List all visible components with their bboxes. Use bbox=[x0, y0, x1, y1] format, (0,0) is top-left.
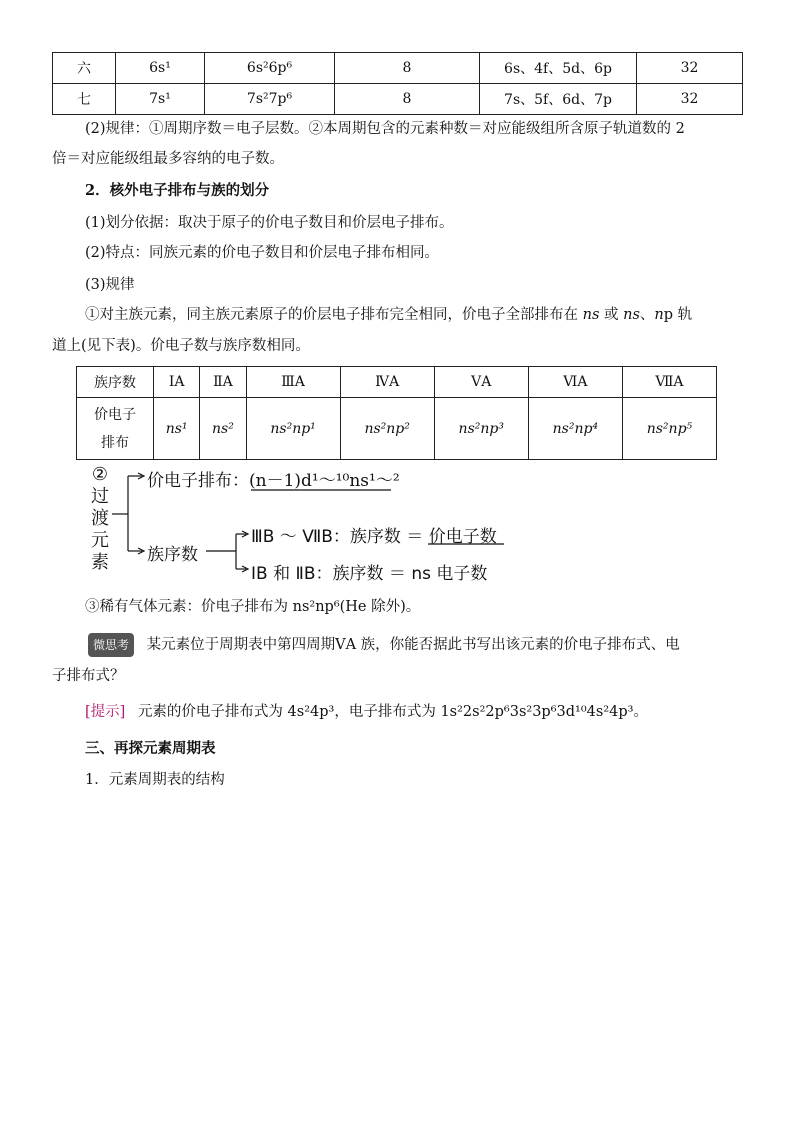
row-label-1: 价电子 bbox=[94, 406, 136, 423]
period-table bbox=[52, 52, 743, 115]
transition-diagram bbox=[86, 464, 526, 586]
circle-number: ② bbox=[91, 464, 109, 485]
cell-first: 7s¹ bbox=[116, 84, 205, 115]
label-char: 渡 bbox=[91, 508, 109, 529]
feature-text: (2)特点：同族元素的价电子数目和价层电子排布相同。 bbox=[85, 245, 440, 261]
hint-text: 元素的价电子排布式为 4s²4p³，电子排布式为 1s²2s²2p⁶3s²3p⁶3d¹⁰4s²4p³。 bbox=[137, 704, 648, 720]
config-cell: ns²np¹ bbox=[246, 398, 340, 460]
table-row bbox=[53, 53, 743, 84]
row-label bbox=[77, 398, 154, 460]
text: ns bbox=[582, 307, 600, 323]
group-header: ⅢA bbox=[246, 367, 340, 398]
config-cell: ns² bbox=[200, 398, 246, 460]
cell-elements: 32 bbox=[637, 84, 743, 115]
table-row bbox=[77, 367, 717, 398]
cell-group: 6s、4f、5d、6p bbox=[480, 53, 637, 84]
group-number-label: 族序数 bbox=[147, 545, 198, 565]
label-char: 素 bbox=[91, 552, 109, 573]
text: 或 bbox=[599, 307, 624, 323]
header-label: 族序数 bbox=[77, 367, 154, 398]
cell-period: 六 bbox=[53, 53, 116, 84]
config-cell: ns²np⁵ bbox=[622, 398, 716, 460]
rule2-line1: (2)规律：①周期序数＝电子层数。②本周期包含的元素种数＝对应能级组所含原子轨道数的 2 bbox=[85, 121, 685, 137]
config-cell: ns²np² bbox=[340, 398, 434, 460]
basis-text: (1)划分依据：取决于原子的价电子数目和价层电子排布。 bbox=[85, 215, 454, 231]
section3-sub: 1．元素周期表的结构 bbox=[85, 772, 225, 788]
main-group-line2: 道上(见下表)。价电子数与族序数相同。 bbox=[52, 338, 310, 354]
table-row bbox=[53, 84, 743, 115]
section2-title: 2．核外电子排布与族的划分 bbox=[85, 182, 270, 199]
group-header: ⅡA bbox=[200, 367, 246, 398]
row-label-2: 排布 bbox=[101, 434, 129, 451]
label-char: 过 bbox=[91, 486, 109, 507]
cell-elements: 32 bbox=[637, 53, 743, 84]
cell-group: 7s、5f、6d、7p bbox=[480, 84, 637, 115]
valence-label: 价电子排布： bbox=[147, 471, 249, 491]
text: p 轨 bbox=[663, 307, 693, 323]
text: n bbox=[654, 307, 664, 323]
noble-gas-text: ③稀有气体元素：价电子排布为 ns²np⁶(He 除外)。 bbox=[85, 599, 421, 615]
think-badge: 微思考 bbox=[88, 633, 134, 657]
config-cell: ns¹ bbox=[154, 398, 200, 460]
cell-first: 6s¹ bbox=[116, 53, 205, 84]
cell-count: 8 bbox=[335, 84, 480, 115]
group-header: ⅣA bbox=[340, 367, 434, 398]
cell-last: 7s²7p⁶ bbox=[205, 84, 335, 115]
cell-last: 6s²6p⁶ bbox=[205, 53, 335, 84]
group-header: ⅦA bbox=[622, 367, 716, 398]
hint-line bbox=[85, 701, 648, 723]
hint-label: [提示] bbox=[85, 704, 126, 720]
text: 、 bbox=[639, 307, 655, 323]
table-row bbox=[77, 398, 717, 460]
cell-count: 8 bbox=[335, 53, 480, 84]
text: ①对主族元素，同主族元素原子的价层电子排布完全相同，价电子全部排布在 bbox=[85, 307, 583, 323]
branch-2: ⅠB 和 ⅡB：族序数 ＝ ns 电子数 bbox=[251, 564, 488, 584]
section3-title: 三、再探元素周期表 bbox=[85, 740, 216, 757]
group-config-table bbox=[76, 366, 717, 460]
group-header: ⅠA bbox=[154, 367, 200, 398]
cell-period: 七 bbox=[53, 84, 116, 115]
label-char: 元 bbox=[91, 530, 109, 551]
config-cell: ns²np³ bbox=[434, 398, 528, 460]
think-question-1: 某元素位于周期表中第四周期ⅤA 族，你能否据此书写出该元素的价电子排布式、电 bbox=[146, 637, 680, 653]
think-question-2: 子排布式？ bbox=[52, 668, 125, 684]
group-header: ⅥA bbox=[528, 367, 622, 398]
config-cell: ns²np⁴ bbox=[528, 398, 622, 460]
branch-1: ⅢB ～ ⅦB：族序数 ＝ 价电子数 bbox=[251, 527, 497, 547]
group-header: ⅤA bbox=[434, 367, 528, 398]
valence-formula: (n－1)d¹～¹⁰ns¹～² bbox=[249, 471, 400, 491]
text: ns bbox=[623, 307, 640, 323]
rule3-text: (3)规律 bbox=[85, 277, 135, 293]
think-line1 bbox=[88, 633, 680, 657]
main-group-line1 bbox=[85, 304, 692, 326]
rule2-line2: 倍＝对应能级组最多容纳的电子数。 bbox=[52, 151, 284, 167]
